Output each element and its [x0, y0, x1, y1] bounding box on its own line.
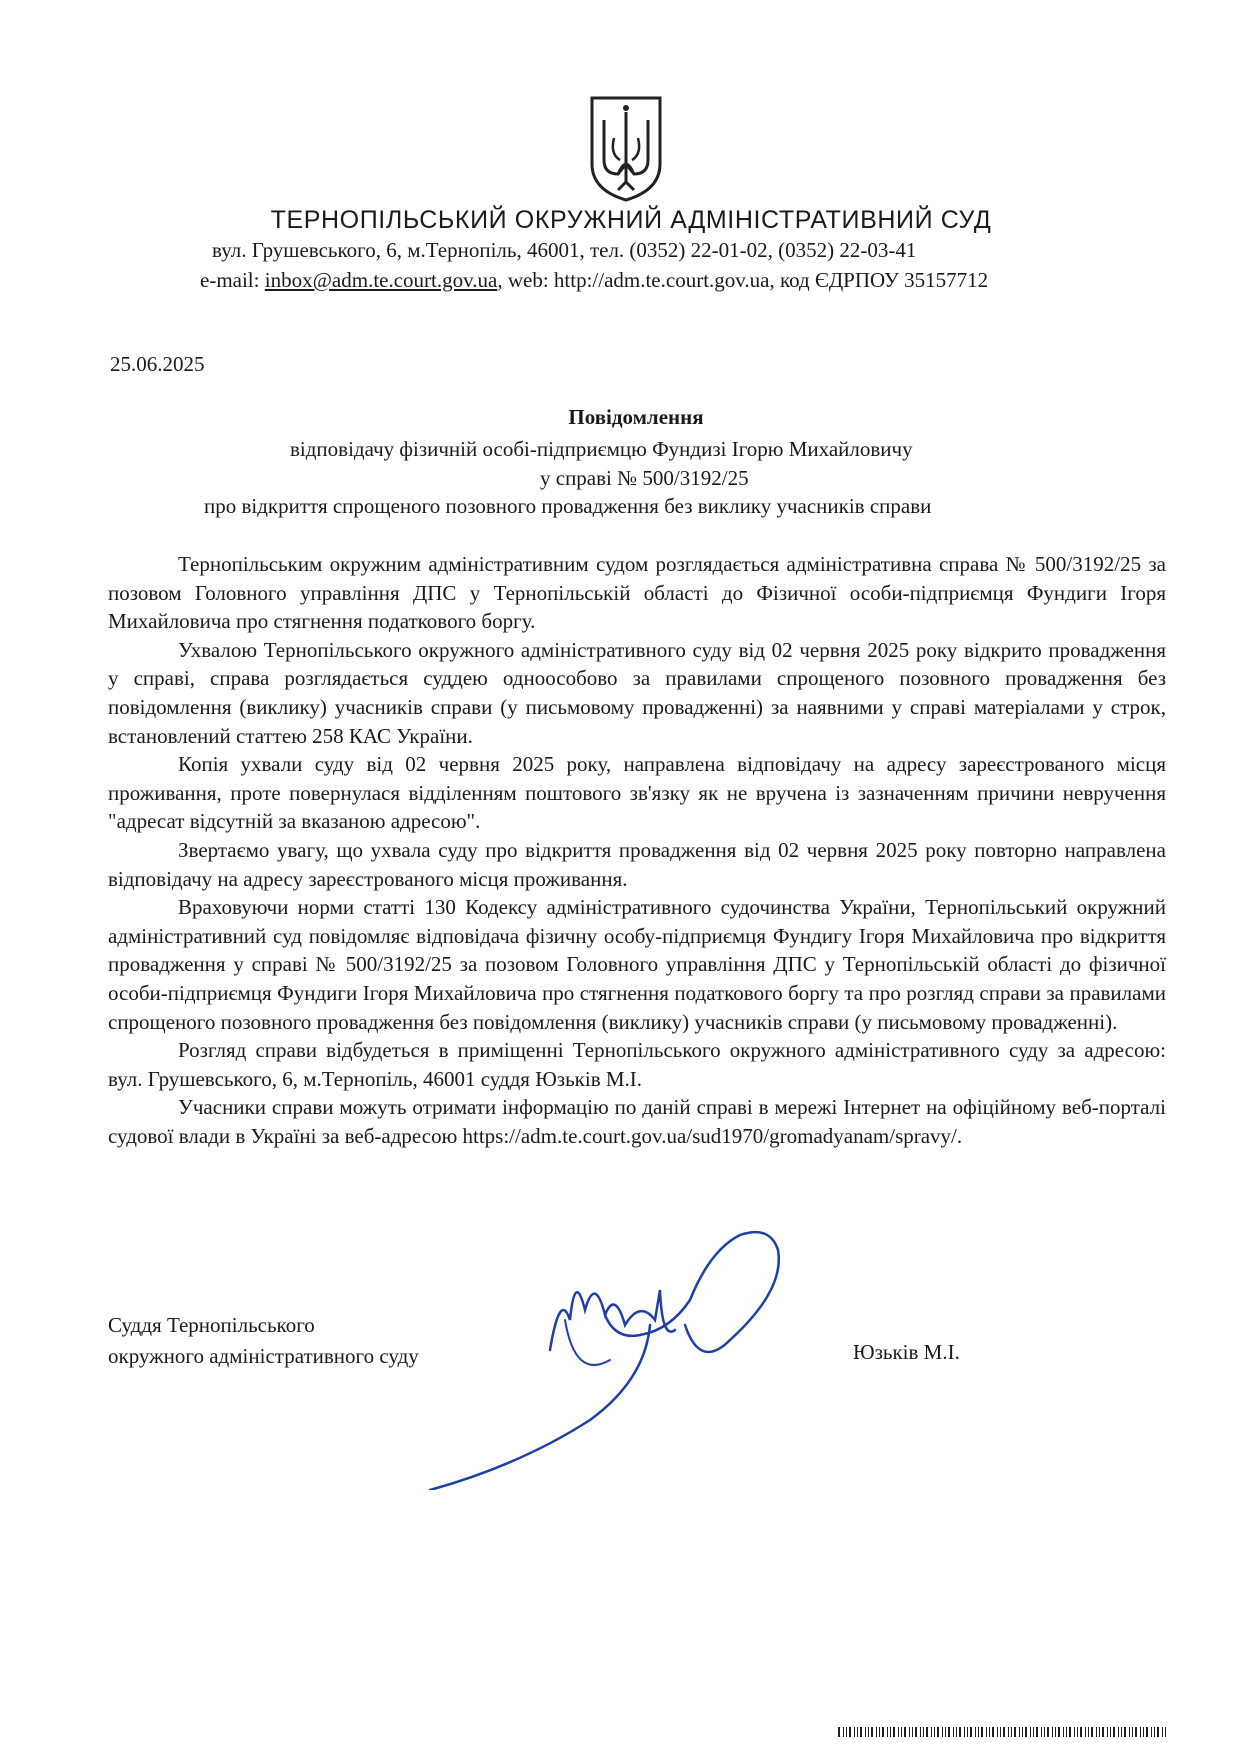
barcode-bar	[898, 1727, 899, 1737]
barcode-bar	[959, 1727, 961, 1737]
handwritten-signature	[400, 1230, 860, 1490]
paragraph: Ухвалою Тернопільського окружного адміністративного суду від 02 червня 2025 року відкрито провадження у справі, справа розглядається суддею одноособово за правилами спрощеного позовного провадження без повідомлення (виклику) учасників справи (у письмовому провадженні) за наявними у справі матеріалами у строк, встановлений статтею 258 КАС України.	[108, 637, 1166, 748]
barcode-bar	[989, 1727, 990, 1737]
notice-case-number: у справі № 500/3192/25	[540, 466, 749, 490]
document-date: 25.06.2025	[110, 352, 205, 376]
court-address: вул. Грушевського, 6, м.Тернопіль, 46001, тел. (0352) 22-01-02, (0352) 22-03-41	[212, 238, 917, 262]
barcode-bar	[1014, 1727, 1016, 1737]
barcode-bar	[1033, 1727, 1034, 1737]
barcode-bar	[1055, 1727, 1056, 1737]
barcode-bar	[1151, 1727, 1152, 1737]
signer-position	[108, 1310, 419, 1372]
barcode-bar	[1052, 1727, 1053, 1737]
barcode-bar	[915, 1727, 917, 1737]
barcode-bar	[1025, 1727, 1027, 1737]
barcode-bar	[1088, 1727, 1089, 1737]
barcode-bar	[887, 1727, 888, 1737]
barcode-icon	[838, 1727, 1168, 1737]
barcode-bar	[1132, 1727, 1133, 1737]
barcode-bar	[964, 1727, 965, 1737]
signer-position-line: окружного адміністративного суду	[108, 1344, 419, 1368]
barcode-bar	[948, 1727, 950, 1737]
barcode-bar	[1162, 1727, 1163, 1737]
barcode-bar	[1165, 1727, 1166, 1737]
barcode-bar	[868, 1727, 869, 1737]
barcode-bar	[879, 1727, 880, 1737]
barcode-bar	[1107, 1727, 1108, 1737]
barcode-bar	[1000, 1727, 1001, 1737]
barcode-bar	[923, 1727, 924, 1737]
barcode-bar	[992, 1727, 994, 1737]
barcode-bar	[986, 1727, 987, 1737]
barcode-bar	[1063, 1727, 1064, 1737]
barcode-bar	[975, 1727, 976, 1737]
barcode-bar	[956, 1727, 957, 1737]
paragraph: Розгляд справи відбудеться в приміщенні Тернопільського окружного адміністративного суду за адресою: вул. Грушевського, 6, м.Тернопіль, 46001 суддя Юзьків М.І.	[108, 1038, 1166, 1091]
notice-recipient: відповідачу фізичній особі-підприємцю Фундизі Ігорю Михайловичу	[290, 437, 913, 461]
barcode-bar	[931, 1727, 932, 1737]
paragraph: Учасники справи можуть отримати інформацію по даній справі в мережі Інтернет на офіційному веб-порталі судової влади в Україні за веб-адресою https://adm.te.court.gov.ua/sud1970/gromadyanam/spravy/.	[108, 1095, 1166, 1148]
barcode-bar	[934, 1727, 935, 1737]
barcode-bar	[849, 1727, 851, 1737]
barcode-bar	[1041, 1727, 1042, 1737]
barcode-bar	[978, 1727, 979, 1737]
barcode-bar	[1003, 1727, 1005, 1737]
signer-name: Юзьків М.І.	[853, 1340, 960, 1364]
barcode-bar	[1077, 1727, 1078, 1737]
barcode-bar	[1019, 1727, 1020, 1737]
barcode-bar	[1096, 1727, 1097, 1737]
barcode-bar	[904, 1727, 906, 1737]
barcode-bar	[1085, 1727, 1086, 1737]
barcode-bar	[843, 1727, 844, 1737]
notice-subject: про відкриття спрощеного позовного провадження без виклику учасників справи	[204, 494, 932, 518]
barcode-bar	[1135, 1727, 1137, 1737]
barcode-bar	[876, 1727, 877, 1737]
email-link[interactable]: inbox@adm.te.court.gov.ua	[264, 268, 498, 292]
barcode-bar	[926, 1727, 928, 1737]
barcode-bar	[1036, 1727, 1038, 1737]
court-contacts	[200, 268, 988, 293]
barcode-bar	[860, 1727, 862, 1737]
notice-title: Повідомлення	[568, 405, 704, 429]
barcode-bar	[1121, 1727, 1122, 1737]
barcode-bar	[1044, 1727, 1045, 1737]
barcode-bar	[1146, 1727, 1148, 1737]
notice-body	[108, 550, 1166, 1150]
barcode-bar	[1011, 1727, 1012, 1737]
barcode-bar	[1030, 1727, 1031, 1737]
barcode-bar	[838, 1727, 840, 1737]
paragraph: Враховуючи норми статті 130 Кодексу адміністративного судочинства України, Тернопільський окружний адміністративний суд повідомляє відповідача фізичну особу-підприємця Фундигу Ігоря Михайловича про відкриття провадження у справі № 500/3192/25 за позовом Головного управління ДПС у Тернопільській області до фізичної особи-підприємця Фундиги Ігоря Михайловича про стягнення податкового боргу та про розгляд справи за правилами спрощеного позовного провадження без повідомлення (виклику) учасників справи (у письмовому провадженні).	[108, 895, 1166, 1034]
barcode-bar	[1129, 1727, 1130, 1737]
barcode-bar	[1058, 1727, 1060, 1737]
barcode-bar	[1047, 1727, 1049, 1737]
barcode-bar	[920, 1727, 921, 1737]
barcode-bar	[893, 1727, 895, 1737]
barcode-bar	[912, 1727, 913, 1737]
barcode-bar	[1080, 1727, 1082, 1737]
barcode-bar	[854, 1727, 855, 1737]
barcode-bar	[846, 1727, 847, 1737]
barcode-bar	[882, 1727, 884, 1737]
paragraph: Звертаємо увагу, що ухвала суду про відкриття провадження від 02 червня 2025 року повторно направлена відповідачу на адресу зареєстрованого місця проживання.	[108, 837, 1166, 891]
barcode-bar	[981, 1727, 983, 1737]
barcode-bar	[1110, 1727, 1111, 1737]
barcode-bar	[1008, 1727, 1009, 1737]
barcode-bar	[1118, 1727, 1119, 1737]
court-name: ТЕРНОПІЛЬСЬКИЙ ОКРУЖНИЙ АДМІНІСТРАТИВНИЙ СУД	[270, 206, 992, 234]
barcode-bar	[901, 1727, 902, 1737]
barcode-bar	[890, 1727, 891, 1737]
barcode-bar	[997, 1727, 998, 1737]
barcode-bar	[1074, 1727, 1075, 1737]
barcode-bar	[970, 1727, 972, 1737]
barcode-bar	[953, 1727, 954, 1737]
barcode-bar	[871, 1727, 873, 1737]
web-and-code: , web: http://adm.te.court.gov.ua, код ЄДРПОУ 35157712	[497, 268, 989, 292]
coat-of-arms-icon	[588, 94, 664, 204]
paragraph: Тернопільським окружним адміністративним судом розглядається адміністративна справа № 500/3192/25 за позовом Головного управління ДПС у Тернопільській області до Фізичної особи-підприємця Фундиги Ігоря Михайловича про стягнення податкового боргу.	[108, 552, 1166, 634]
barcode-bar	[1022, 1727, 1023, 1737]
barcode-bar	[865, 1727, 866, 1737]
email-label: e-mail:	[200, 268, 265, 292]
barcode-bar	[1091, 1727, 1093, 1737]
barcode-bar	[1157, 1727, 1159, 1737]
barcode-bar	[857, 1727, 858, 1737]
barcode-bar	[1069, 1727, 1071, 1737]
barcode-bar	[1154, 1727, 1155, 1737]
barcode-bar	[1066, 1727, 1067, 1737]
barcode-bar	[967, 1727, 968, 1737]
barcode-bar	[1113, 1727, 1115, 1737]
barcode-bar	[945, 1727, 946, 1737]
signer-position-line: Суддя Тернопільського	[108, 1313, 315, 1337]
barcode-bar	[937, 1727, 939, 1737]
barcode-bar	[1143, 1727, 1144, 1737]
barcode-bar	[909, 1727, 910, 1737]
barcode-bar	[1099, 1727, 1100, 1737]
barcode-bar	[942, 1727, 943, 1737]
barcode-bar	[1140, 1727, 1141, 1737]
paragraph: Копія ухвали суду від 02 червня 2025 року, направлена відповідачу на адресу зареєстрованого місця проживання, проте повернулася відділенням поштового зв'язку як не вручена із зазначенням причини невручення "адресат відсутній за вказаною адресою".	[108, 752, 1166, 834]
barcode-bar	[1102, 1727, 1104, 1737]
barcode-bar	[1124, 1727, 1126, 1737]
